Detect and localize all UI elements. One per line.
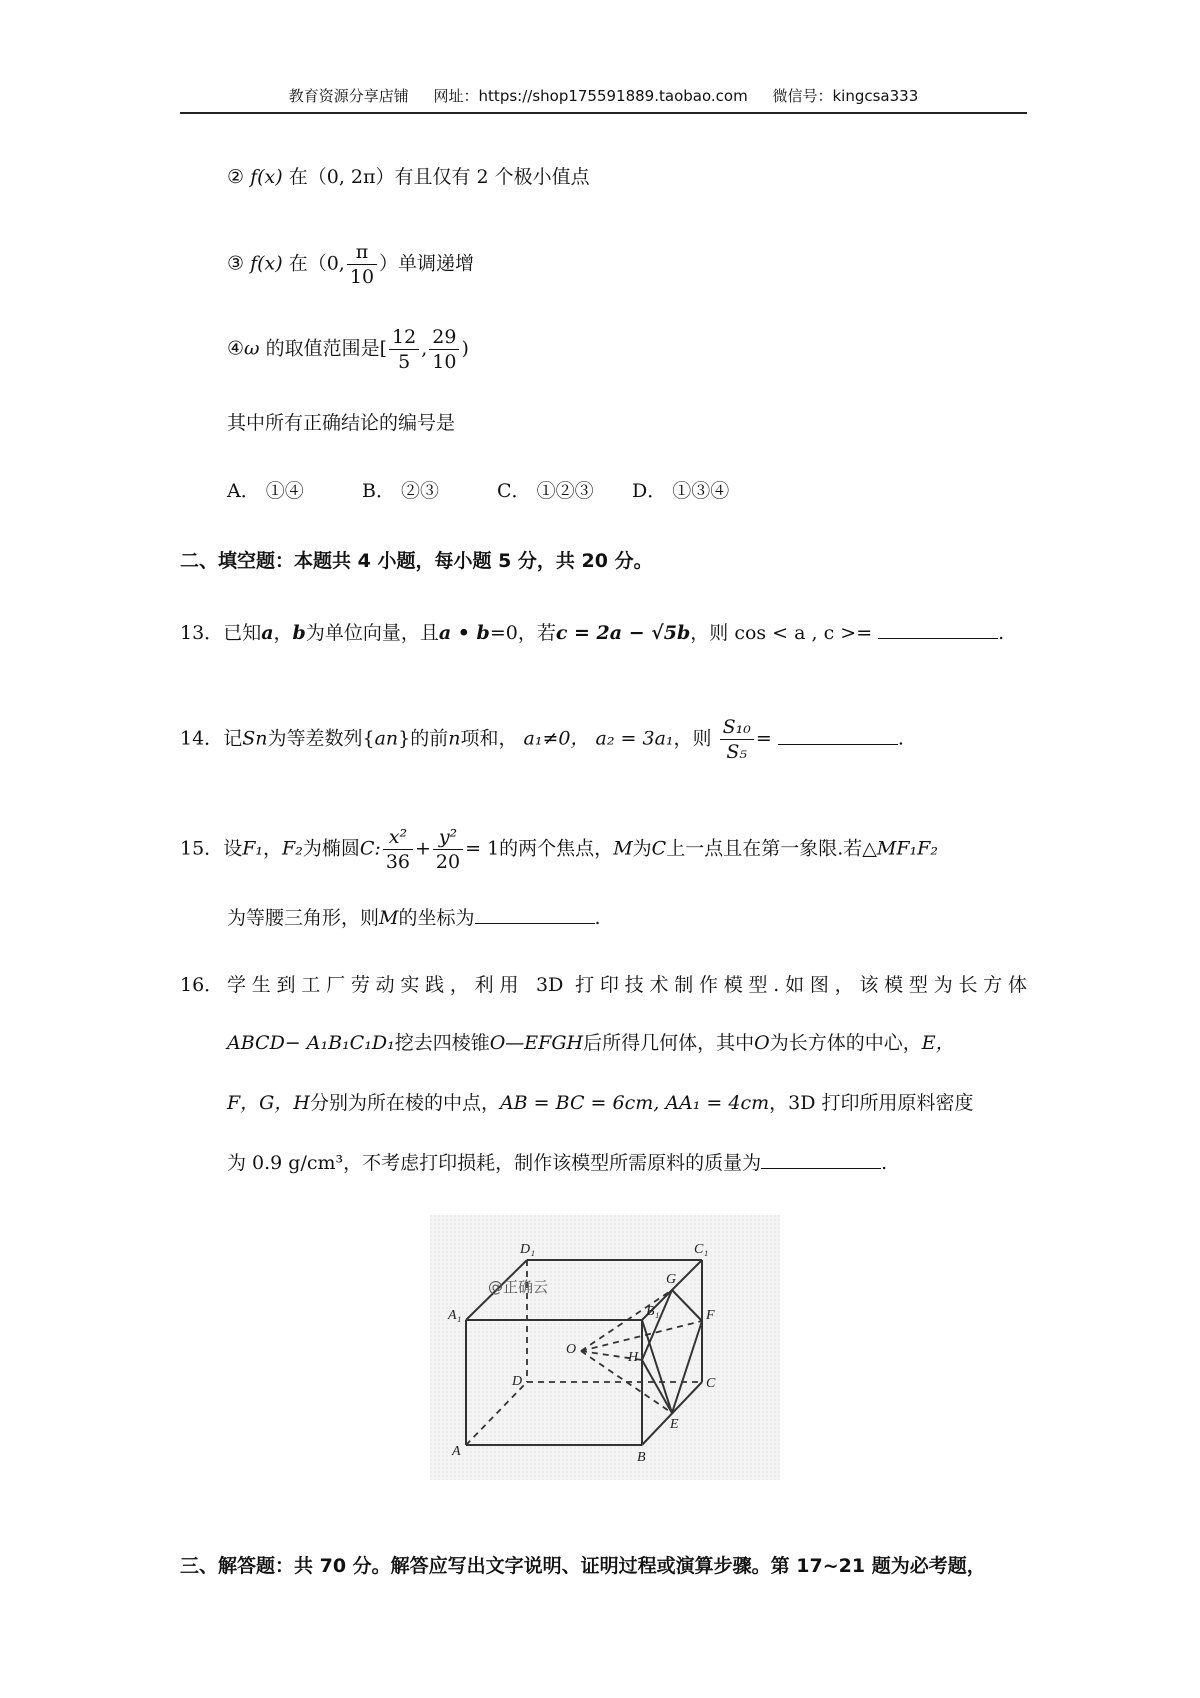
label-d: D <box>512 1374 523 1389</box>
question-16-number: 16． <box>180 974 224 996</box>
question-16-line-2 <box>227 1030 955 1056</box>
choice-value: ①②③ <box>536 480 594 502</box>
condition-2: a₂ = 3a₁ <box>595 727 674 750</box>
label-d1: D₁ <box>520 1242 535 1257</box>
question-14 <box>180 715 904 764</box>
q-text: 的两个焦点， <box>499 837 614 860</box>
ellipse-c: C: <box>359 837 381 860</box>
question-number: 14． <box>180 727 224 750</box>
label-f: F <box>706 1308 715 1323</box>
q-text: ， <box>273 622 293 644</box>
question-number: 13． <box>180 622 224 644</box>
ellipse-c: C <box>651 837 667 860</box>
question-13 <box>180 620 1004 646</box>
header-url: 网址：https://shop175591889.taobao.com <box>433 87 748 105</box>
q-text: . <box>897 727 904 750</box>
item-text: 的取值范围是[ <box>265 337 388 360</box>
choice-value: ②③ <box>401 480 440 502</box>
numerator: π <box>347 240 377 265</box>
q-text: 挖去四棱锥 <box>394 1032 490 1054</box>
q-text: 为 0.9 g/cm³，不考虑打印损耗，制作该模型所需原料的质量为 <box>227 1152 762 1174</box>
function-f: f(x) <box>250 166 283 188</box>
sequence-an: an <box>374 727 399 750</box>
choice-value: ①④ <box>265 480 304 502</box>
choice-label: C． <box>497 480 531 502</box>
fraction <box>433 825 463 874</box>
interval: 0, 2π <box>326 166 376 188</box>
var-n: n <box>448 727 461 750</box>
item-text: ）单调递增 <box>379 252 475 275</box>
sum-sn: Sn <box>242 727 268 750</box>
dimensions: AB = BC = 6cm, AA₁ = 4cm <box>499 1092 770 1114</box>
item-text: ）有且仅有 2 个极小值点 <box>375 166 590 188</box>
dot-product: a • b <box>438 622 490 644</box>
pyramid-name: O—EFGH <box>489 1032 584 1054</box>
equals: = 1 <box>465 837 500 860</box>
q-text: 为等腰三角形，则 <box>227 907 380 929</box>
q-text: 后所得几何体，其中 <box>583 1032 755 1054</box>
choice-c[interactable] <box>497 478 632 504</box>
section-3-heading: 三、解答题：共 70 分。解答应写出文字说明、证明过程或演算步骤。第 17~21 题为必考题， <box>180 1555 986 1577</box>
q-text: 项和， <box>460 727 518 750</box>
equals: = <box>755 727 772 750</box>
q-text: ， <box>263 837 283 860</box>
vector-a: a <box>261 622 274 644</box>
label-e: E <box>670 1417 679 1432</box>
answer-blank[interactable] <box>878 620 998 639</box>
choice-d[interactable] <box>632 478 767 504</box>
denominator: S₅ <box>726 741 748 763</box>
q-text: }的前 <box>398 727 449 750</box>
q-text: ，则 <box>690 622 729 644</box>
q12-item-3 <box>227 240 474 289</box>
q-text: 为长方体的中心， <box>769 1032 922 1054</box>
item-marker: ④ <box>227 337 245 360</box>
points-fgh: F，G，H <box>227 1092 310 1114</box>
q-text: 的坐标为 <box>398 907 475 929</box>
label-a: A <box>452 1444 461 1459</box>
choice-b[interactable] <box>362 478 497 504</box>
denominator: 5 <box>398 351 411 373</box>
triangle: MF₁F₂ <box>876 837 938 860</box>
item-text: 在（0, <box>288 252 345 275</box>
numerator: 29 <box>429 325 459 350</box>
q12-choices <box>227 478 767 504</box>
label-b1: B₁ <box>646 1304 660 1319</box>
q-text: 为单位向量，且 <box>305 622 439 644</box>
cuboid-diagram <box>430 1215 780 1480</box>
numerator: S₁₀ <box>720 715 754 740</box>
header-wechat: 微信号：kingcsa333 <box>772 87 919 105</box>
fraction <box>383 825 413 874</box>
numerator: x² <box>383 825 413 850</box>
q-text: 上一点且在第一象限.若△ <box>666 837 877 860</box>
cuboid-figure <box>430 1215 780 1480</box>
label-c: C <box>706 1376 716 1391</box>
item-marker: ③ <box>227 252 245 275</box>
q-text: 分别为所在棱的中点， <box>309 1092 500 1114</box>
fraction <box>720 715 754 764</box>
answer-blank[interactable] <box>778 726 898 745</box>
q-text: 为 <box>632 837 652 860</box>
question-16-line-3 <box>227 1090 974 1116</box>
q-text: ，3D 打印所用原料密度 <box>769 1092 974 1114</box>
choice-label: B． <box>362 480 395 502</box>
numerator: y² <box>433 825 463 850</box>
denominator: 36 <box>385 851 410 873</box>
cos-expression: cos < a , c >= <box>734 622 873 644</box>
function-f: f(x) <box>250 252 283 275</box>
answer-blank[interactable] <box>761 1150 881 1169</box>
vector-expression: c = 2a − √5b <box>555 622 691 644</box>
q-text: 为等差数列{ <box>267 727 375 750</box>
denominator: 10 <box>349 266 375 288</box>
header-shop: 教育资源分享店铺 <box>288 87 409 105</box>
q-text: =0，若 <box>489 622 556 644</box>
cuboid-name: ABCD− A₁B₁C₁D₁ <box>227 1032 395 1054</box>
watermark: @正确云 <box>488 1278 549 1296</box>
question-16-line-4 <box>227 1150 887 1176</box>
q-text: 记 <box>223 727 243 750</box>
question-16-line-1: 学生到工厂劳动实践，利用 3D 打印技术制作模型.如图，该模型为长方体 <box>227 974 1027 996</box>
figure-background <box>430 1215 780 1480</box>
numerator: 12 <box>389 325 419 350</box>
choice-label: A． <box>227 480 260 502</box>
label-o: O <box>566 1342 577 1357</box>
denominator: 10 <box>432 351 457 373</box>
denominator: 20 <box>435 851 461 873</box>
omega: ω <box>244 337 260 360</box>
condition-1: a₁≠0， <box>523 727 590 750</box>
fraction <box>429 325 459 374</box>
label-c1: C₁ <box>694 1242 709 1257</box>
q-text: 设 <box>223 837 243 860</box>
focus-f2: F₂ <box>282 837 303 860</box>
q-text: . <box>881 1152 888 1174</box>
question-15 <box>180 825 938 874</box>
question-number: 15． <box>180 837 224 860</box>
point-o: O <box>754 1032 770 1054</box>
item-marker: ② <box>227 166 245 188</box>
label-h: H <box>628 1350 639 1365</box>
q12-item-2 <box>227 164 590 190</box>
item-text: ) <box>461 337 469 360</box>
plus: + <box>415 837 431 860</box>
vector-b: b <box>292 622 306 644</box>
focus-f1: F₁ <box>242 837 264 860</box>
answer-blank[interactable] <box>475 905 595 924</box>
choice-a[interactable] <box>227 478 362 504</box>
q-text: 已知 <box>223 622 262 644</box>
question-15-line-2 <box>227 905 601 931</box>
q-text: 为椭圆 <box>302 837 360 860</box>
fraction <box>389 325 419 374</box>
q-text: . <box>998 622 1005 644</box>
point-m: M <box>379 907 399 929</box>
point-e: E， <box>921 1032 955 1054</box>
page-header <box>180 86 1027 114</box>
q12-item-4 <box>227 325 469 374</box>
label-g: G <box>666 1272 677 1287</box>
label-b: B <box>637 1450 646 1465</box>
fraction <box>347 240 377 289</box>
comma: , <box>421 337 428 360</box>
item-text: 在（ <box>288 166 327 188</box>
q-text: . <box>594 907 601 929</box>
choice-value: ①③④ <box>672 480 730 502</box>
label-a1: A₁ <box>448 1308 462 1323</box>
choice-label: D． <box>632 480 667 502</box>
section-2-heading: 二、填空题：本题共 4 小题，每小题 5 分，共 20 分。 <box>180 550 653 572</box>
point-m: M <box>613 837 633 860</box>
q-text: ，则 <box>673 727 712 750</box>
q12-prompt: 其中所有正确结论的编号是 <box>227 412 456 434</box>
